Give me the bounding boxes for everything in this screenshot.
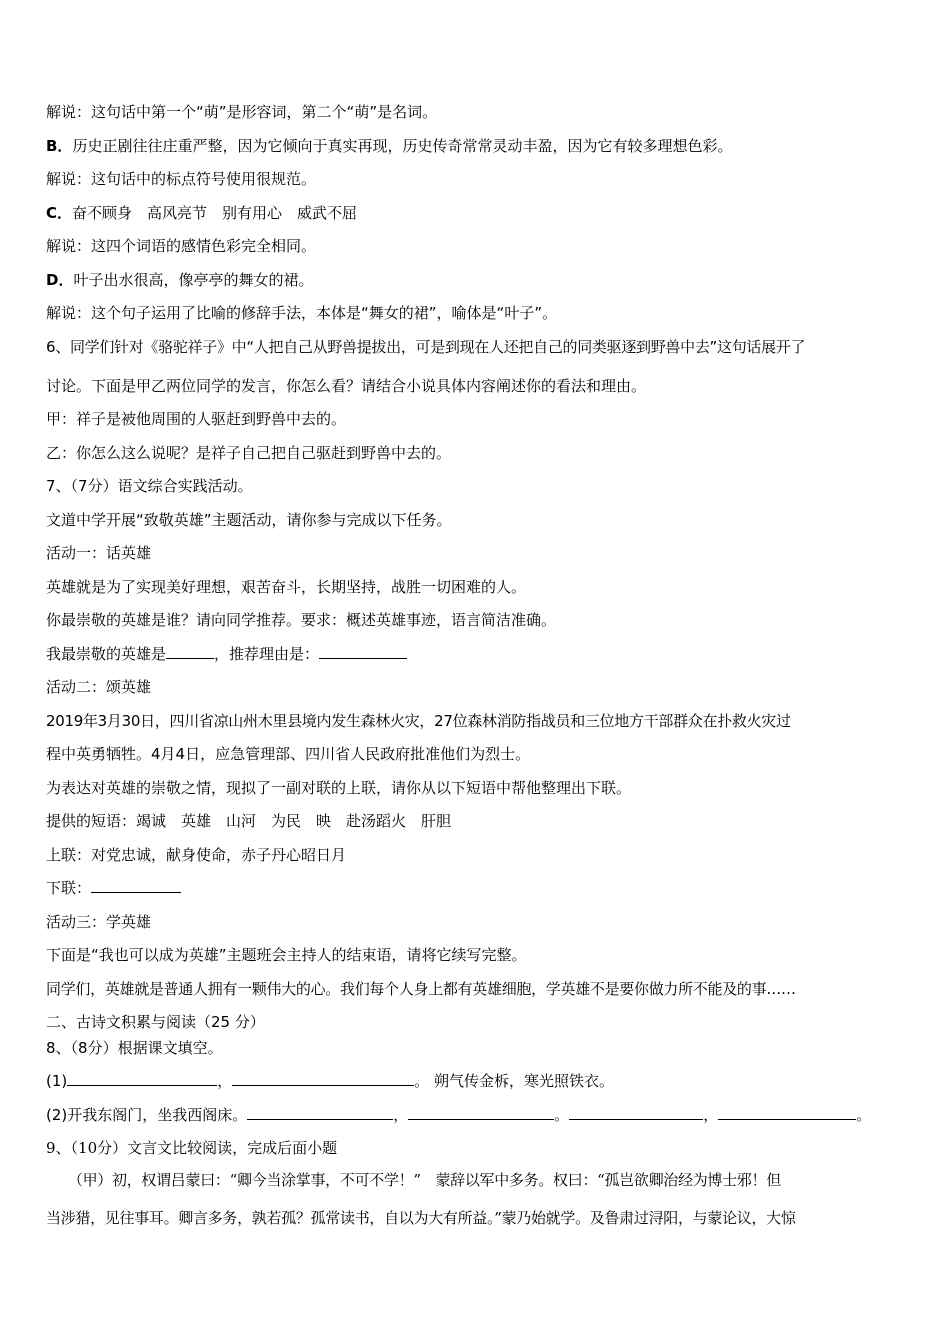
question-6-line: 6、同学们针对《骆驼祥子》中“人把自己从野兽提拔出，可是到现在人还把自己的同类驱逐到野兽中去”这句话展开了 (46, 338, 806, 356)
question-9-line: 9、（10分）文言文比较阅读，完成后面小题 (46, 1139, 338, 1157)
text-segment: 。 朔气传金柝，寒光照铁衣。 (414, 1072, 615, 1090)
answer-blank[interactable] (319, 644, 407, 659)
text-segment: ， (217, 1072, 233, 1090)
text-line: 为表达对英雄的崇敬之情，现拟了一副对联的上联，请你从以下短语中帮他整理出下联。 (46, 779, 632, 797)
text-line: 程中英勇牺牲。4月4日，应急管理部、四川省人民政府批准他们为烈士。 (46, 745, 531, 763)
question-8-line: 8、（8分）根据课文填空。 (46, 1039, 223, 1057)
option-text: 奋不顾身 高风亮节 别有用心 威武不屈 (72, 204, 358, 222)
phrase-list: 提供的短语：竭诚 英雄 山河 为民 映 赴汤蹈火 肝胆 (46, 812, 452, 830)
fill-in-line (46, 1071, 916, 1091)
option-text: 叶子出水很高，像亭亭的舞女的裙。 (73, 271, 314, 289)
classical-text-line: （甲）初，权谓吕蒙曰：“卿今当涂掌事，不可不学！” 蒙辞以军中多务。权曰：“孤岂欲卿治经为博士邪！但 (46, 1171, 781, 1189)
text-segment: (1) (46, 1072, 68, 1090)
activity-heading: 活动二：颂英雄 (46, 678, 152, 696)
option-label: B． (46, 137, 73, 155)
couplet-lower (46, 878, 916, 898)
classical-text-line: 当涉猎，见往事耳。卿言多务，孰若孤？孤常读书，自以为大有所益。”蒙乃始就学。及鲁肃过浔阳，与蒙论议，大惊 (46, 1209, 796, 1227)
text-segment: 下联： (46, 879, 92, 897)
text-segment: ， (393, 1106, 409, 1124)
option-text: 历史正剧往往庄重严整，因为它倾向于真实再现，历史传奇常常灵动丰盈，因为它有较多理想色彩。 (72, 137, 733, 155)
option-b-line (46, 136, 916, 156)
activity-heading: 活动一：话英雄 (46, 544, 152, 562)
text-line: 文道中学开展“致敬英雄”主题活动，请你参与完成以下任务。 (46, 511, 452, 529)
text-line: 英雄就是为了实现美好理想，艰苦奋斗，长期坚持，战胜一切困难的人。 (46, 578, 527, 596)
text-line: 你最崇敬的英雄是谁？请向同学推荐。要求：概述英雄事迹，语言简洁准确。 (46, 611, 557, 629)
text-segment: ， (703, 1106, 719, 1124)
text-line: 解说：这个句子运用了比喻的修辞手法，本体是“舞女的裙”，喻体是“叶子”。 (46, 304, 558, 322)
answer-blank[interactable] (232, 1071, 414, 1086)
answer-blank[interactable] (247, 1105, 393, 1120)
text-line: 乙：你怎么这么说呢？是祥子自己把自己驱赶到野兽中去的。 (46, 444, 452, 462)
text-segment: ，推荐理由是： (214, 645, 320, 663)
text-line: 解说：这句话中的标点符号使用很规范。 (46, 170, 317, 188)
text-line: 解说：这四个词语的感情色彩完全相同。 (46, 237, 317, 255)
text-line: 甲：祥子是被他周围的人驱赶到野兽中去的。 (46, 410, 347, 428)
section-heading: 二、古诗文积累与阅读（25 分） (46, 1013, 265, 1031)
text-line: 同学们，英雄就是普通人拥有一颗伟大的心。我们每个人身上都有英雄细胞，学英雄不是要你做力所不能及的事…… (46, 980, 796, 998)
answer-blank[interactable] (91, 878, 181, 893)
option-c-line (46, 203, 916, 223)
text-segment: 我最崇敬的英雄是 (46, 645, 167, 663)
option-label: D． (46, 271, 74, 289)
question-7-line: 7、（7分）语文综合实践活动。 (46, 477, 253, 495)
text-segment: (2)开我东阁门，坐我西阁床。 (46, 1106, 248, 1124)
answer-blank[interactable] (166, 644, 214, 659)
text-segment: 。 (856, 1106, 872, 1124)
text-line: 讨论。下面是甲乙两位同学的发言，你怎么看？请结合小说具体内容阐述你的看法和理由。 (46, 377, 647, 395)
fill-in-line (46, 1105, 916, 1125)
answer-blank[interactable] (408, 1105, 554, 1120)
option-label: C． (46, 204, 73, 222)
couplet-upper: 上联：对党忠诚，献身使命，赤子丹心昭日月 (46, 846, 347, 864)
fill-in-line (46, 644, 916, 664)
text-line: 2019年3月30日，四川省凉山州木里县境内发生森林火灾，27位森林消防指战员和三位地方干部群众在扑救火灾过 (46, 712, 791, 730)
option-d-line (46, 270, 916, 290)
text-segment: 。 (554, 1106, 570, 1124)
answer-blank[interactable] (718, 1105, 856, 1120)
text-line: 解说：这句话中第一个“萌”是形容词，第二个“萌”是名词。 (46, 103, 438, 121)
answer-blank[interactable] (67, 1071, 217, 1086)
text-line: 下面是“我也可以成为英雄”主题班会主持人的结束语，请将它续写完整。 (46, 946, 527, 964)
activity-heading: 活动三：学英雄 (46, 913, 152, 931)
answer-blank[interactable] (569, 1105, 703, 1120)
